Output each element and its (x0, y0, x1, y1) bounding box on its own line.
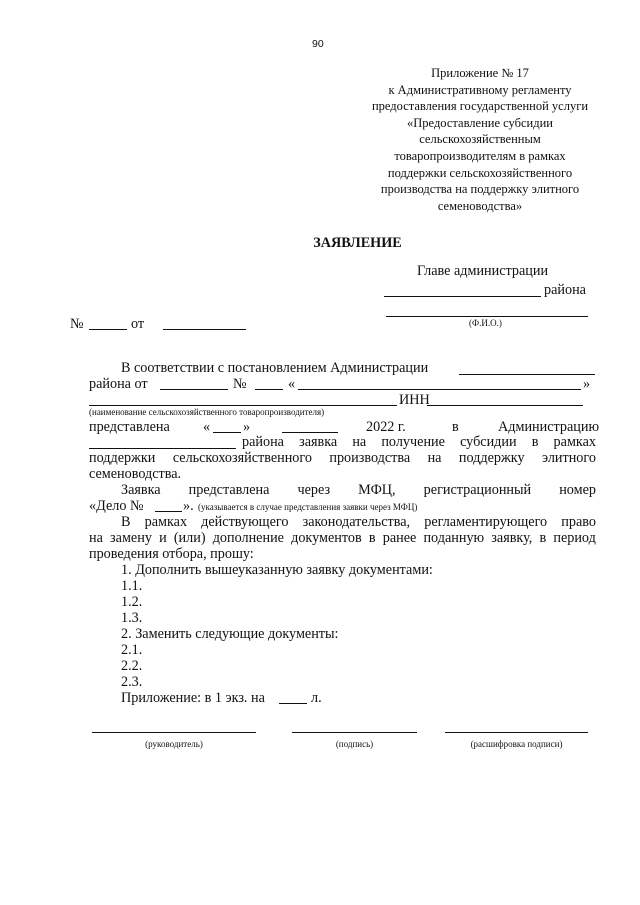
submission-month-line[interactable] (282, 432, 338, 433)
delo-close: ». (183, 498, 194, 514)
l4-w2: « (203, 419, 211, 435)
applicant-name-line[interactable] (89, 405, 397, 406)
administration-name-line[interactable] (459, 374, 595, 375)
head-caption: (руководитель) (145, 739, 203, 749)
appendix-line: товаропроизводителям в рамках (394, 148, 566, 163)
appendix-line: к Административному регламенту (388, 82, 572, 97)
district-name-line[interactable] (384, 296, 541, 297)
l6-text: поддержки сельскохозяйственного производства на поддержку элитного (89, 450, 596, 466)
attachment-label: Приложение: в 1 экз. на (121, 690, 265, 706)
addressee-line: Главе администрации (417, 263, 549, 279)
para1-line1-text: В соответствии с постановлением Администрации (121, 360, 429, 376)
list1-item[interactable]: 1.3. (121, 610, 143, 626)
delo-number-line[interactable] (155, 511, 182, 512)
attachment-suffix: л. (311, 690, 322, 706)
fio-line[interactable] (386, 316, 588, 317)
l10-text: В рамках действующего законодательства, регламентирующего право (121, 514, 596, 530)
appendix-line: «Предоставление субсидии (407, 115, 553, 130)
list1-item[interactable]: 1.1. (121, 578, 143, 594)
para1-raiona-ot: района от (89, 376, 148, 392)
list2-item[interactable]: 2.1. (121, 642, 143, 658)
list1-item[interactable]: 1.2. (121, 594, 143, 610)
page-number: 90 (312, 38, 324, 50)
delo-label: «Дело № (89, 498, 144, 514)
number-sign: № (70, 316, 84, 332)
list2-item[interactable]: 2.3. (121, 674, 143, 690)
inn-label: ИНН (399, 392, 430, 408)
l4-w5: в (452, 419, 459, 435)
appendix-line: сельскохозяйственным (419, 132, 541, 147)
fio-caption: (Ф.И.О.) (469, 318, 502, 328)
submission-day-line[interactable] (213, 432, 241, 433)
registration-date-line[interactable] (163, 329, 246, 330)
l11-text: на замену и (или) дополнение документов в ранее поданную заявку, в период (89, 530, 596, 546)
sign-caption: (подпись) (335, 739, 374, 749)
l5-text: района заявка на получение субсидии в рамках (242, 434, 596, 450)
registration-number-line[interactable] (89, 329, 127, 330)
appendix-line: Приложение № 17 (431, 66, 529, 80)
para1-number-sign: № (233, 376, 247, 392)
appendix-line: семеноводства» (437, 198, 523, 213)
decode-caption: (расшифровка подписи) (470, 739, 563, 749)
decode-signature-line[interactable] (445, 732, 588, 733)
district-suffix: района (544, 282, 586, 298)
para1-quote-close: » (583, 376, 591, 392)
inn-line[interactable] (427, 405, 583, 406)
resolution-title-line[interactable] (298, 389, 581, 390)
attachment-pages-line[interactable] (279, 703, 307, 704)
list2-title: 2. Заменить следующие документы: (121, 626, 339, 642)
head-signature-line[interactable] (92, 732, 256, 733)
list1-title: 1. Дополнить вышеуказанную заявку документами: (121, 562, 433, 578)
para1-quote-open: « (288, 376, 296, 392)
signature-line[interactable] (292, 732, 417, 733)
delo-note: (указывается в случае представления заявки через МФЦ) (198, 502, 418, 512)
l4-w3: » (243, 419, 251, 435)
l8-text: Заявка представлена через МФЦ, регистрационный номер (121, 482, 596, 498)
l7-text: семеноводства. (89, 466, 182, 482)
l4-w4: 2022 г. (366, 419, 406, 435)
l12-text: проведения отбора, прошу: (89, 546, 254, 562)
administration-district-line[interactable] (89, 448, 236, 449)
date-from-label: от (131, 316, 145, 332)
applicant-caption: (наименование сельскохозяйственного товаропроизводителя) (89, 407, 325, 417)
l4-w6: Администрацию (498, 419, 600, 435)
document-title: ЗАЯВЛЕНИЕ (313, 235, 402, 251)
appendix-line: предоставления государственной услуги (371, 99, 589, 114)
appendix-line: поддержки сельскохозяйственного (387, 165, 573, 180)
appendix-block (360, 65, 600, 214)
resolution-number-line[interactable] (255, 389, 283, 390)
l4-w1: представлена (89, 419, 170, 435)
list2-item[interactable]: 2.2. (121, 658, 143, 674)
resolution-date-line[interactable] (160, 389, 228, 390)
appendix-line: производства на поддержку элитного (380, 182, 580, 197)
